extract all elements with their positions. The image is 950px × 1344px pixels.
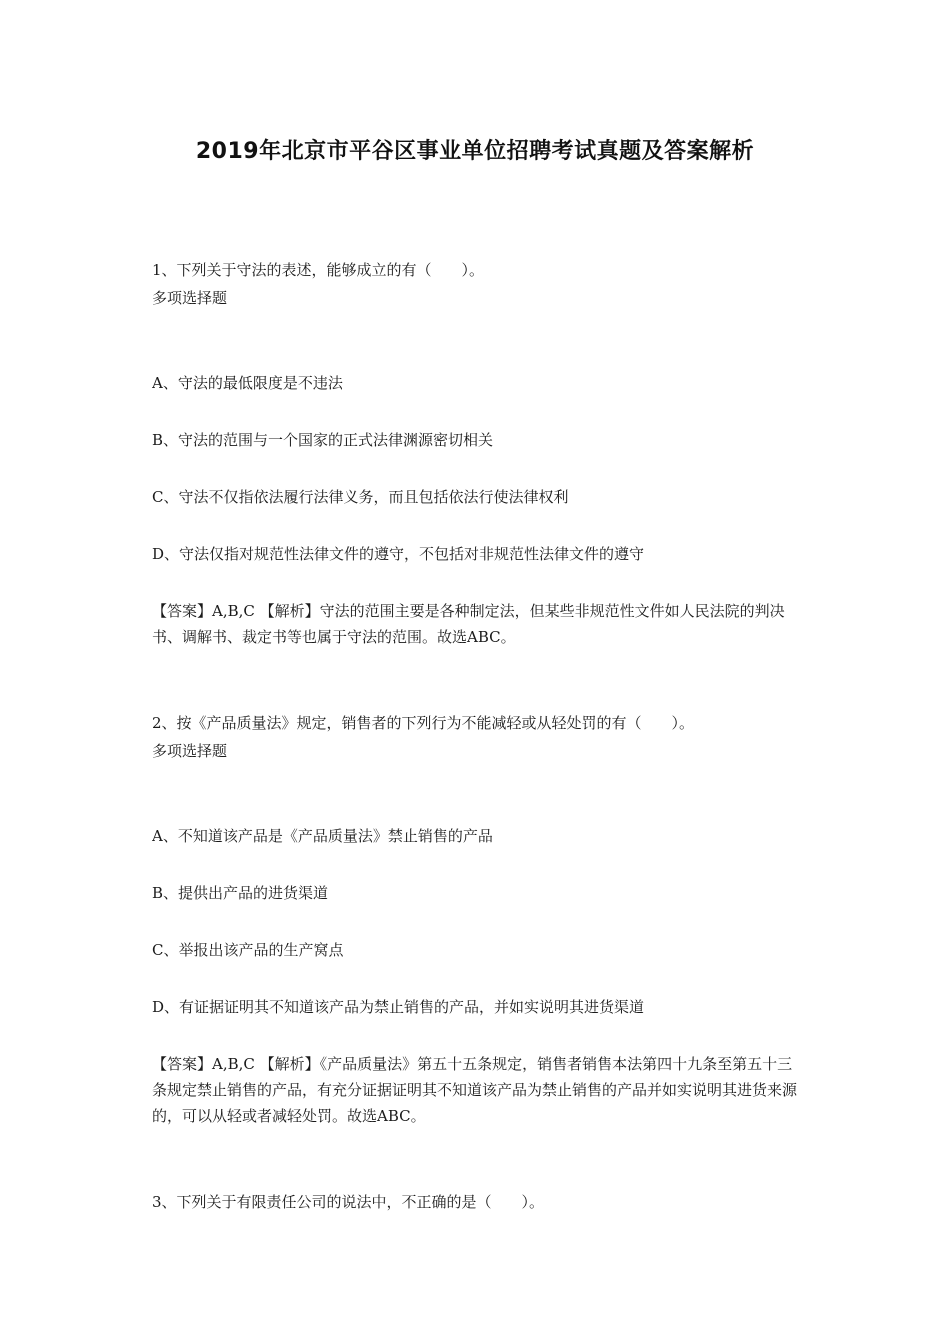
question-1-option-b: B、守法的范围与一个国家的正式法律渊源密切相关 bbox=[152, 431, 494, 449]
question-1-type: 多项选择题 bbox=[152, 289, 228, 307]
question-1-stem: 1、下列关于守法的表述，能够成立的有（ ）。 bbox=[152, 261, 485, 279]
question-2-stem: 2、按《产品质量法》规定，销售者的下列行为不能减轻或从轻处罚的有（ ）。 bbox=[152, 714, 695, 732]
question-2-option-a: A、不知道该产品是《产品质量法》禁止销售的产品 bbox=[152, 827, 493, 845]
question-1-answer: 【答案】A,B,C 【解析】守法的范围主要是各种制定法，但某些非规范性文件如人民法院的判决书、调解书、裁定书等也属于守法的范围。故选ABC。 bbox=[152, 602, 785, 646]
question-2-type: 多项选择题 bbox=[152, 742, 228, 760]
question-2-option-b: B、提供出产品的进货渠道 bbox=[152, 884, 329, 902]
question-1-option-d: D、守法仅指对规范性法律文件的遵守，不包括对非规范性法律文件的遵守 bbox=[152, 545, 645, 563]
question-3-stem: 3、下列关于有限责任公司的说法中，不正确的是（ ）。 bbox=[152, 1193, 545, 1211]
question-2-answer: 【答案】A,B,C 【解析】《产品质量法》第五十五条规定，销售者销售本法第四十九条至第五十三条规定禁止销售的产品，有充分证据证明其不知道该产品为禁止销售的产品并如实说明其进货来源的，可以从轻或者减轻处罚。故选ABC。 bbox=[152, 1055, 798, 1125]
question-1-option-c: C、守法不仅指依法履行法律义务，而且包括依法行使法律权利 bbox=[152, 488, 569, 506]
question-2-option-d: D、有证据证明其不知道该产品为禁止销售的产品，并如实说明其进货渠道 bbox=[152, 998, 645, 1016]
question-2-option-c: C、举报出该产品的生产窝点 bbox=[152, 941, 344, 959]
document-title: 2019年北京市平谷区事业单位招聘考试真题及答案解析 bbox=[195, 139, 755, 164]
question-1-option-a: A、守法的最低限度是不违法 bbox=[152, 374, 343, 392]
